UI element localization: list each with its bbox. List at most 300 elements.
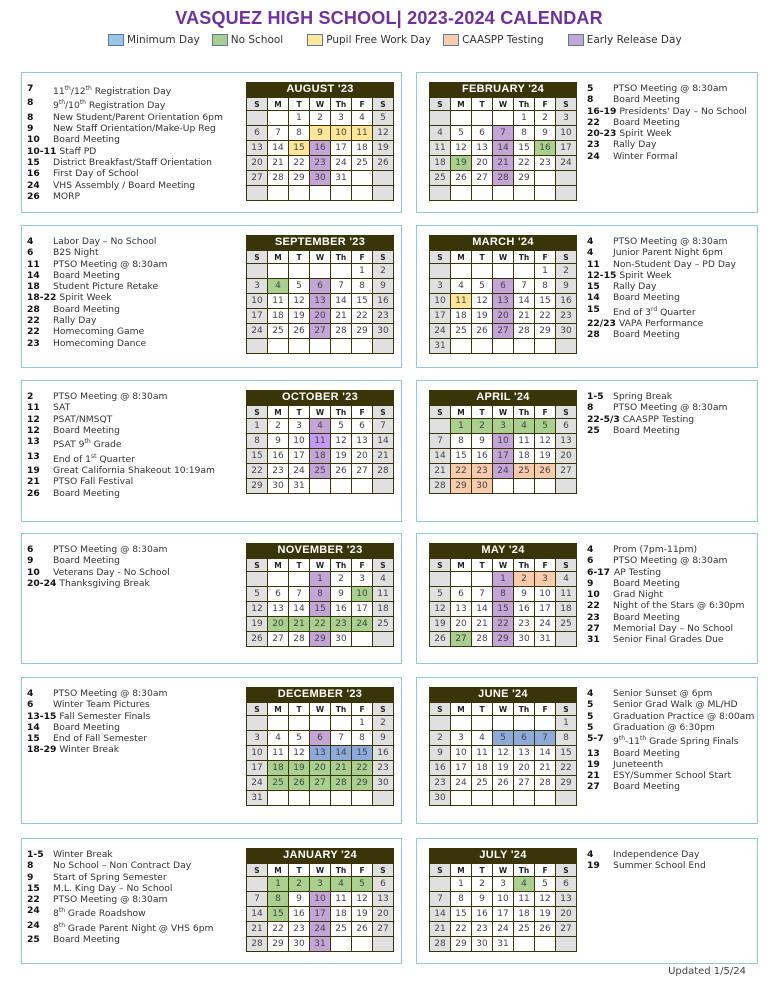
day-cell: [556, 339, 577, 354]
day-cell: 14: [535, 746, 556, 761]
day-cell: [247, 877, 268, 892]
day-cell: 25: [268, 324, 289, 339]
day-cell: 9: [373, 731, 394, 746]
day-cell: 8: [247, 434, 268, 449]
month-calendar: [429, 390, 577, 494]
event-item: [587, 711, 754, 722]
day-cell: 24: [247, 776, 268, 791]
event-text: Junior Parent Night 6pm: [613, 247, 723, 259]
event-date: 5: [587, 721, 594, 733]
day-cell: 15: [247, 449, 268, 464]
day-cell: 16: [268, 449, 289, 464]
weekday-header: W: [310, 703, 331, 716]
day-cell: 31: [331, 171, 352, 186]
day-cell: [451, 716, 472, 731]
event-date: 20-24: [27, 577, 57, 589]
legend-label: No School: [230, 34, 284, 46]
day-cell: 23: [331, 617, 352, 632]
day-cell: 20: [247, 156, 268, 171]
event-date: 1-5: [587, 391, 604, 402]
event-text: M.L. King Day – No School: [53, 882, 173, 894]
day-cell: 23: [289, 922, 310, 937]
day-cell: 19: [472, 309, 493, 324]
month-calendar: [246, 390, 394, 494]
day-cell: 21: [331, 761, 352, 776]
event-text: Board Meeting: [613, 781, 680, 793]
event-date: 28: [587, 329, 600, 341]
weekday-header: S: [556, 406, 577, 419]
day-cell: 17: [247, 309, 268, 324]
event-item: [27, 451, 215, 465]
day-cell: 1: [514, 111, 535, 126]
event-text: VHS Assembly / Board Meeting: [53, 179, 196, 191]
day-cell: 12: [373, 126, 394, 141]
event-date: 12: [27, 413, 40, 425]
day-cell: 18: [268, 761, 289, 776]
month-calendar: [429, 848, 577, 952]
day-cell: [352, 171, 373, 186]
day-cell: 31: [310, 937, 331, 952]
day-cell: 9: [289, 892, 310, 907]
day-cell: [493, 186, 514, 201]
day-cell: 30: [310, 171, 331, 186]
day-cell: 11: [451, 294, 472, 309]
day-cell: [247, 716, 268, 731]
weekday-header: S: [373, 251, 394, 264]
event-text: PTSO Meeting @ 8:30am: [613, 83, 728, 94]
event-date: 13-15: [27, 710, 57, 722]
weekday-header: S: [556, 251, 577, 264]
event-date: 9: [27, 123, 34, 135]
day-cell: 22: [289, 156, 310, 171]
event-text: Board Meeting: [613, 94, 680, 106]
day-cell: [247, 339, 268, 354]
day-cell: 19: [373, 141, 394, 156]
event-item: [587, 270, 736, 281]
legend-item-nos: [212, 34, 283, 46]
event-date: 5: [587, 83, 594, 94]
day-cell: [268, 264, 289, 279]
weekday-header: S: [247, 98, 268, 111]
day-cell: 1: [535, 264, 556, 279]
day-cell: 21: [289, 617, 310, 632]
day-cell: 20: [514, 761, 535, 776]
day-cell: 29: [556, 776, 577, 791]
event-date: 22: [27, 326, 40, 338]
day-cell: 27: [268, 632, 289, 647]
day-cell: 12: [247, 602, 268, 617]
event-item: [587, 589, 744, 600]
weekday-header: M: [268, 703, 289, 716]
day-cell: 4: [430, 126, 451, 141]
event-item: [27, 860, 213, 871]
day-cell: 6: [556, 877, 577, 892]
day-cell: 19: [430, 617, 451, 632]
day-cell: 26: [472, 324, 493, 339]
event-date: 15: [27, 156, 40, 168]
month-calendar: [246, 848, 394, 952]
event-list: [27, 544, 170, 589]
day-cell: 19: [331, 449, 352, 464]
event-text: Winter Formal: [613, 150, 678, 162]
day-cell: 11: [514, 892, 535, 907]
day-cell: 10: [352, 587, 373, 602]
day-cell: 5: [247, 587, 268, 602]
day-cell: 8: [556, 731, 577, 746]
event-text: Juneteenth: [613, 758, 664, 770]
day-cell: 13: [451, 602, 472, 617]
event-item: [27, 338, 167, 349]
day-cell: 23: [310, 156, 331, 171]
day-cell: 24: [451, 776, 472, 791]
day-cell: [352, 479, 373, 494]
day-cell: [535, 186, 556, 201]
day-cell: 29: [352, 324, 373, 339]
weekday-header: M: [451, 251, 472, 264]
event-item: [27, 157, 223, 168]
day-cell: 23: [556, 309, 577, 324]
day-cell: 4: [268, 731, 289, 746]
event-item: [27, 733, 167, 744]
day-cell: 3: [556, 111, 577, 126]
event-date: 4: [27, 236, 34, 247]
event-date: 18-29: [27, 744, 57, 756]
event-text: Board Meeting: [613, 424, 680, 436]
event-text: End of 1st Quarter: [53, 452, 135, 465]
day-cell: 14: [331, 294, 352, 309]
event-item: [27, 699, 167, 710]
event-item: [27, 191, 223, 202]
day-cell: 22: [556, 761, 577, 776]
day-cell: 8: [310, 587, 331, 602]
event-item: [27, 465, 215, 476]
event-list: [587, 688, 754, 793]
day-cell: 2: [373, 716, 394, 731]
day-cell: 3: [493, 877, 514, 892]
event-date: 10: [27, 566, 40, 578]
day-cell: 3: [310, 877, 331, 892]
day-cell: 22: [493, 617, 514, 632]
event-text: PTSO Meeting @ 8:30am: [53, 894, 168, 906]
event-text: Independence Day: [613, 849, 700, 860]
day-cell: 25: [331, 922, 352, 937]
day-cell: 10: [289, 434, 310, 449]
day-cell: [514, 339, 535, 354]
weekday-header: S: [430, 251, 451, 264]
event-date: 10: [587, 589, 600, 601]
day-cell: 31: [535, 632, 556, 647]
day-cell: 2: [556, 264, 577, 279]
day-cell: [247, 572, 268, 587]
month-title: FEBRUARY '24: [429, 82, 577, 97]
event-item: [587, 247, 736, 258]
weekday-header: F: [535, 406, 556, 419]
day-cell: 26: [331, 464, 352, 479]
weekday-header: M: [451, 703, 472, 716]
day-cell: 18: [373, 602, 394, 617]
event-date: 4: [587, 247, 594, 259]
weekday-header: W: [310, 559, 331, 572]
event-text: Board Meeting: [53, 134, 120, 146]
event-item: [27, 920, 213, 934]
weekday-header: W: [310, 406, 331, 419]
day-cell: 6: [451, 587, 472, 602]
event-item: [587, 612, 744, 623]
day-cell: 3: [451, 731, 472, 746]
event-item: [587, 860, 706, 871]
day-cell: 10: [247, 294, 268, 309]
day-cell: 8: [535, 279, 556, 294]
event-date: 13: [27, 436, 40, 448]
day-cell: 30: [373, 324, 394, 339]
day-cell: 14: [331, 746, 352, 761]
day-cell: 9: [430, 746, 451, 761]
event-text: Winter Break: [53, 849, 113, 860]
day-cell: 10: [556, 126, 577, 141]
weekday-header: Th: [514, 864, 535, 877]
event-item: [27, 281, 167, 292]
day-cell: 22: [310, 617, 331, 632]
day-cell: 13: [352, 434, 373, 449]
day-cell: 11: [430, 141, 451, 156]
day-cell: 25: [451, 324, 472, 339]
day-cell: 16: [472, 907, 493, 922]
day-cell: 28: [535, 776, 556, 791]
event-date: 11: [27, 258, 40, 270]
day-cell: 5: [472, 279, 493, 294]
day-cell: [472, 572, 493, 587]
weekday-header: T: [472, 703, 493, 716]
event-text: PTSO Meeting @ 8:30am: [53, 258, 168, 270]
day-cell: 25: [514, 464, 535, 479]
weekday-header: M: [268, 864, 289, 877]
day-cell: 26: [430, 632, 451, 647]
event-text: MORP: [53, 190, 81, 202]
weekday-header: Th: [514, 559, 535, 572]
weekday-header: F: [352, 703, 373, 716]
day-cell: 29: [451, 479, 472, 494]
legend-swatch: [307, 34, 323, 46]
day-cell: 31: [493, 937, 514, 952]
event-date: 15: [27, 882, 40, 894]
event-item: [27, 688, 167, 699]
event-date: 24: [27, 919, 40, 931]
month-title: MARCH '24: [429, 235, 577, 250]
day-cell: 2: [535, 111, 556, 126]
event-list: [27, 83, 223, 202]
weekday-header: W: [310, 864, 331, 877]
page-title: VASQUEZ HIGH SCHOOL| 2023-2024 CALENDAR: [175, 8, 603, 28]
day-cell: 4: [472, 731, 493, 746]
weekday-header: F: [535, 98, 556, 111]
event-date: 21: [587, 770, 600, 782]
day-cell: 23: [472, 464, 493, 479]
day-cell: [268, 111, 289, 126]
event-date: 10: [27, 134, 40, 146]
day-cell: 26: [493, 776, 514, 791]
day-cell: 25: [310, 464, 331, 479]
day-cell: 11: [268, 294, 289, 309]
weekday-header: W: [493, 251, 514, 264]
day-cell: 25: [352, 156, 373, 171]
event-date: 31: [587, 634, 600, 646]
event-item: [27, 168, 223, 179]
event-text: PTSO Meeting @ 8:30am: [613, 236, 728, 247]
day-cell: 17: [352, 602, 373, 617]
event-text: Board Meeting: [53, 424, 120, 436]
event-item: [587, 425, 727, 436]
day-cell: 11: [373, 587, 394, 602]
weekday-header: Th: [331, 406, 352, 419]
weekday-header: S: [247, 559, 268, 572]
day-cell: [493, 339, 514, 354]
event-item: [587, 318, 736, 329]
day-cell: [289, 791, 310, 806]
event-date: 15: [587, 281, 600, 293]
event-item: [587, 733, 754, 747]
day-cell: 27: [352, 464, 373, 479]
event-text: B2S Night: [53, 247, 99, 259]
day-cell: 26: [352, 922, 373, 937]
legend: [108, 34, 692, 46]
day-cell: 22: [514, 156, 535, 171]
day-cell: 27: [514, 776, 535, 791]
day-cell: 7: [331, 731, 352, 746]
day-cell: 28: [493, 171, 514, 186]
day-cell: 4: [373, 572, 394, 587]
event-date: 4: [587, 544, 594, 555]
day-cell: [472, 339, 493, 354]
event-date: 11: [27, 402, 40, 414]
event-item: [27, 402, 215, 413]
day-cell: 15: [535, 294, 556, 309]
day-cell: [556, 186, 577, 201]
day-cell: [268, 791, 289, 806]
event-item: [587, 106, 747, 117]
day-cell: [493, 791, 514, 806]
day-cell: [451, 339, 472, 354]
day-cell: 1: [451, 877, 472, 892]
month-calendar: [246, 235, 394, 354]
event-item: [587, 748, 754, 759]
day-cell: 25: [373, 617, 394, 632]
weekday-header: Th: [514, 406, 535, 419]
event-date: 23: [27, 337, 40, 349]
event-date: 2: [27, 391, 34, 402]
event-date: 8: [587, 94, 594, 106]
day-cell: [310, 479, 331, 494]
day-cell: 22: [352, 309, 373, 324]
day-cell: 5: [535, 877, 556, 892]
day-cell: 6: [352, 419, 373, 434]
day-cell: 4: [331, 877, 352, 892]
day-cell: 22: [451, 464, 472, 479]
event-date: 22/23: [587, 318, 616, 330]
day-cell: 21: [514, 309, 535, 324]
day-cell: 9: [373, 279, 394, 294]
event-date: 19: [587, 860, 600, 872]
day-cell: [373, 186, 394, 201]
day-cell: 29: [514, 171, 535, 186]
event-item: [27, 849, 213, 860]
day-cell: 6: [310, 279, 331, 294]
day-cell: 19: [535, 449, 556, 464]
day-cell: 2: [514, 572, 535, 587]
event-item: [27, 259, 167, 270]
day-cell: 29: [493, 632, 514, 647]
event-date: 27: [587, 623, 600, 635]
event-date: 12: [27, 424, 40, 436]
day-cell: 14: [514, 294, 535, 309]
day-cell: 24: [310, 922, 331, 937]
day-cell: 24: [331, 156, 352, 171]
day-cell: 8: [493, 587, 514, 602]
day-cell: 9: [331, 587, 352, 602]
weekday-header: S: [373, 703, 394, 716]
day-cell: 23: [472, 922, 493, 937]
day-cell: [268, 572, 289, 587]
day-cell: 27: [556, 464, 577, 479]
day-cell: 24: [493, 922, 514, 937]
day-cell: 16: [535, 141, 556, 156]
event-list: [587, 849, 706, 872]
day-cell: [352, 186, 373, 201]
event-item: [587, 770, 754, 781]
day-cell: 5: [289, 731, 310, 746]
event-text: Great California Shakeout 10:19am: [53, 464, 216, 476]
event-item: [27, 425, 215, 436]
day-cell: 27: [493, 324, 514, 339]
day-cell: 6: [493, 279, 514, 294]
weekday-header: M: [268, 251, 289, 264]
day-cell: 5: [352, 877, 373, 892]
updated-label: Updated 1/5/24: [668, 966, 746, 977]
legend-label: Early Release Day: [586, 34, 682, 46]
day-cell: 18: [472, 761, 493, 776]
weekday-header: W: [493, 406, 514, 419]
event-item: [27, 326, 167, 337]
day-cell: 18: [430, 156, 451, 171]
event-text: Senior Sunset @ 6pm: [613, 688, 713, 699]
day-cell: 18: [352, 141, 373, 156]
event-text: No School – Non Contract Day: [53, 860, 192, 872]
day-cell: 5: [373, 111, 394, 126]
event-item: [27, 476, 215, 487]
day-cell: 17: [535, 602, 556, 617]
weekday-header: Th: [514, 98, 535, 111]
event-item: [27, 304, 167, 315]
event-date: 25: [27, 934, 40, 946]
day-cell: 5: [430, 587, 451, 602]
day-cell: 7: [247, 892, 268, 907]
event-text: Prom (7pm-11pm): [613, 544, 698, 555]
day-cell: 11: [514, 434, 535, 449]
weekday-header: F: [352, 251, 373, 264]
day-cell: 14: [430, 449, 451, 464]
weekday-header: Th: [331, 98, 352, 111]
day-cell: [430, 264, 451, 279]
event-text: Board Meeting: [613, 329, 680, 341]
day-cell: [247, 264, 268, 279]
event-text: Board Meeting: [53, 303, 120, 315]
day-cell: [514, 479, 535, 494]
day-cell: 18: [331, 907, 352, 922]
month-calendar: [429, 687, 577, 806]
month-calendar: [246, 687, 394, 806]
day-cell: 12: [472, 294, 493, 309]
event-date: 5-7: [587, 733, 604, 745]
day-cell: [352, 339, 373, 354]
